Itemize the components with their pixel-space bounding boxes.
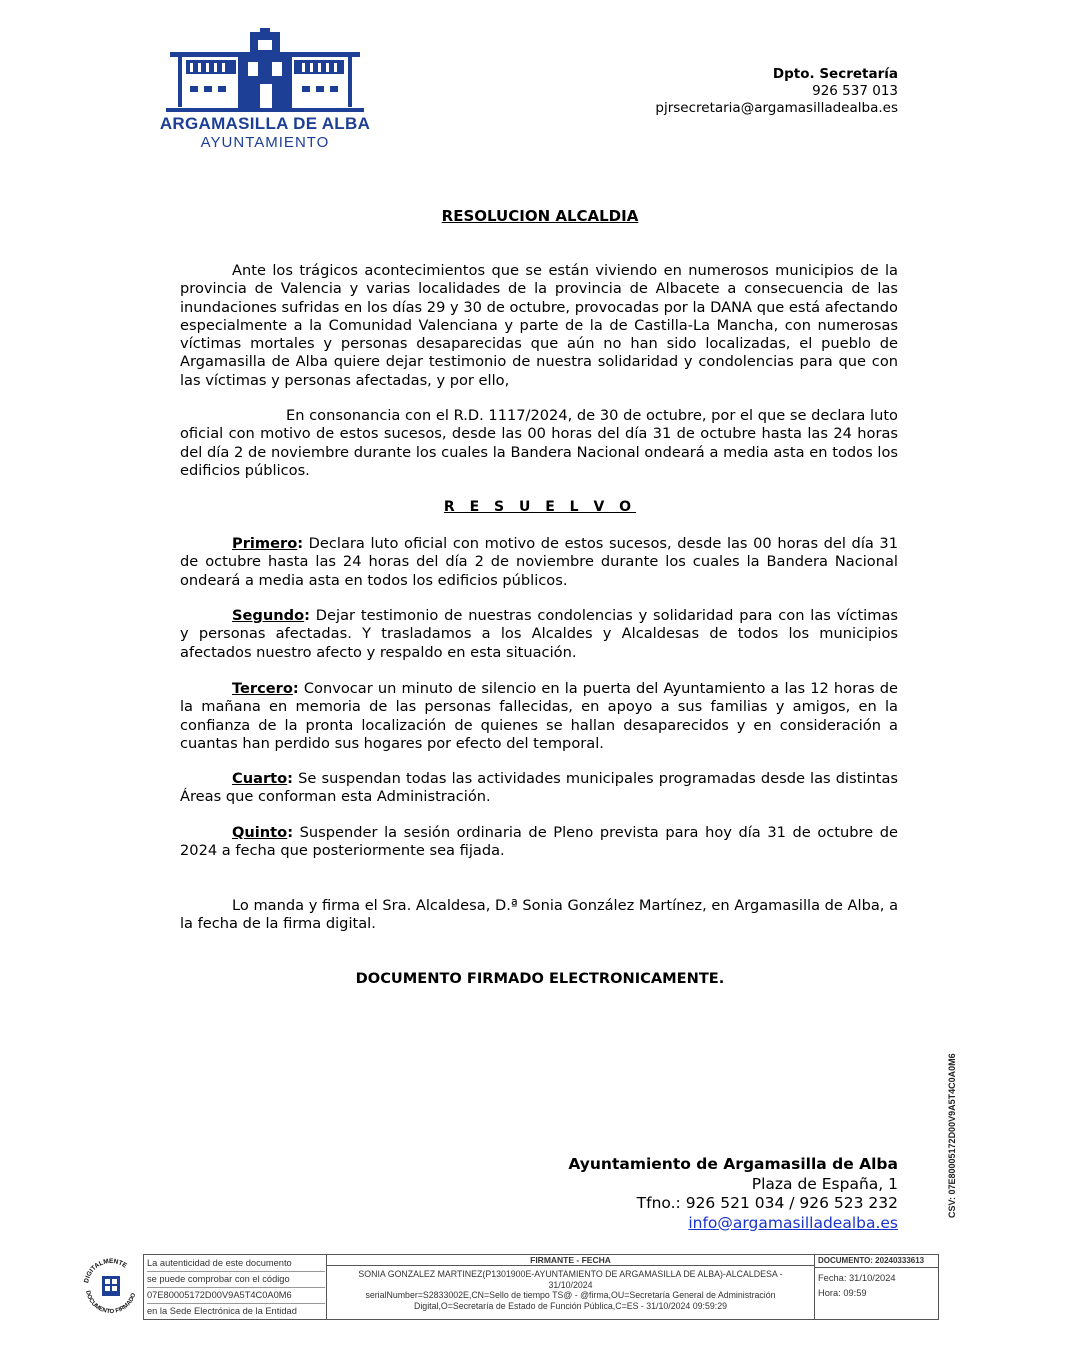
item-text: Dejar testimonio de nuestras condolencias y solidaridad para con las víctimas y personas afectadas. Y trasladamos a los Alcaldes y Alcaldesas de todos los municipios afectados nuestro afecto y respaldo en esta situación. xyxy=(180,607,898,661)
auth-line: La autenticidad de este documento xyxy=(147,1255,325,1272)
document-title: RESOLUCION ALCALDIA xyxy=(441,207,639,225)
item-text: Convocar un minuto de silencio en la puerta del Ayuntamiento a las 12 horas de la mañana en memoria de las personas fallecidas, en apoyo a sus familias y amigos, en la confianza de la pronta localización de quienes se hallan desaparecidos y en consideración a cuantas han perdido sus hogares por efecto del temporal. xyxy=(180,680,898,752)
item-text: Suspender la sesión ordinaria de Pleno prevista para hoy día 31 de octubre de 2024 a fecha que posteriormente sea fijada. xyxy=(180,824,898,860)
resolution-item: Primero: Declara luto oficial con motivo de estos sucesos, desde las 00 horas del día 31 de octubre hasta las 24 horas del día 2 de noviembre durante los cuales la Bandera Nacional ondeará a media asta en todos los edificios públicos. xyxy=(180,535,898,589)
item-text: Declara luto oficial con motivo de estos sucesos, desde las 00 horas del día 31 de octubre hasta las 24 horas del día 2 de noviembre durante los cuales la Bandera Nacional ondeará a media asta en todos los edificios públicos. xyxy=(180,535,898,589)
authenticity-column xyxy=(144,1255,327,1319)
auth-line: en la Sede Electrónica de la Entidad xyxy=(147,1306,297,1316)
department-email: pjrsecretaria@argamasilladealba.es xyxy=(655,100,898,116)
footer-phones: Tfno.: 926 521 034 / 926 523 232 xyxy=(636,1194,898,1212)
document-number: DOCUMENTO: 20240333613 xyxy=(815,1255,938,1268)
intro-paragraph: Ante los trágicos acontecimientos que se están viviendo en numerosos municipios de la provincia de Valencia y varias localidades de la provincia de Albacete a consecuencia de las inundaciones sufridas en los días 29 y 30 de octubre, provocadas por la DANA que está afectando especialmente a la Comunidad Valenciana y parte de la de Castilla-La Mancha, con numerosas víctimas mortales y personas desaparecidas que aún no han sido localizadas, el pueblo de Argamasilla de Alba quiere dejar testimonio de nuestra solidaridad y condolencias para que con las víctimas y personas afectadas, y por ello, xyxy=(180,262,898,389)
footer-street: Plaza de España, 1 xyxy=(751,1174,898,1193)
signature-box xyxy=(143,1254,939,1320)
svg-text:DIGITALMENTE: DIGITALMENTE xyxy=(83,1257,129,1284)
document-info-column xyxy=(815,1255,938,1319)
item-label: Cuarto xyxy=(232,770,288,787)
org-name: ARGAMASILLA DE ALBA xyxy=(159,114,371,133)
csv-vertical-code: CSV: 07E80005172D00V9A5T4C0A0M6 xyxy=(947,1053,957,1218)
firmante-line: 31/10/2024 xyxy=(548,1279,593,1290)
footer-address xyxy=(568,1155,898,1233)
resolution-item: Segundo: Dejar testimonio de nuestras condolencias y solidaridad para con las víctimas y personas afectadas. Y trasladamos a los Alcaldes y Alcaldesas de todos los municipios afectados nuestro afecto y respaldo en esta situación. xyxy=(180,607,898,661)
auth-code: 07E80005172D00V9A5T4C0A0M6 xyxy=(147,1287,325,1304)
item-label: Primero xyxy=(232,535,298,552)
resolution-item: Quinto: Suspender la sesión ordinaria de Pleno prevista para hoy día 31 de octubre de 2024 a fecha que posteriormente sea fijada. xyxy=(180,824,898,860)
document-date: Fecha: 31/10/2024 xyxy=(818,1273,896,1283)
resolution-item: Cuarto: Se suspendan todas las actividades municipales programadas desde las distintas Áreas que conforman esta Administración. xyxy=(180,770,898,806)
document-time: Hora: 09:59 xyxy=(818,1288,867,1298)
item-label: Quinto xyxy=(232,824,288,841)
firmante-line: SONIA GONZALEZ MARTINEZ(P1301900E-AYUNTAMIENTO DE ARGAMASILLA DE ALBA)-ALCALDESA - xyxy=(358,1269,783,1279)
signed-electronically-notice: DOCUMENTO FIRMADO ELECTRONICAMENTE. xyxy=(355,970,725,987)
closing-paragraph: Lo manda y firma el Sra. Alcaldesa, D.ª Sonia González Martínez, en Argamasilla de Alba, a la fecha de la firma digital. xyxy=(180,897,899,933)
department-contact xyxy=(655,66,898,117)
firmante-line: Digital,O=Secretaría de Estado de Función Pública,C=ES - 31/10/2024 09:59:29 xyxy=(414,1300,727,1311)
consonancia-paragraph: En consonancia con el R.D. 1117/2024, de 30 de octubre, por el que se declara luto oficial con motivo de estos sucesos, desde las 00 horas del día 31 de octubre hasta las 24 horas del día 2 de noviembre durante los cuales la Bandera Nacional ondeará a media asta en todos los edificios públicos. xyxy=(180,407,898,479)
firmante-line: serialNumber=S2833002E,CN=Sello de tiempo TS@ - @firma,OU=Secretaría General de Administración xyxy=(365,1290,776,1300)
resuelvo-heading: R E S U E L V O xyxy=(443,499,637,515)
svg-text:DOCUMENTO FIRMADO: DOCUMENTO FIRMADO xyxy=(84,1290,138,1316)
department-name: Dpto. Secretaría xyxy=(772,66,898,82)
org-subtitle: AYUNTAMIENTO xyxy=(200,134,330,151)
footer-org-name: Ayuntamiento de Argamasilla de Alba xyxy=(568,1155,898,1173)
department-phone: 926 537 013 xyxy=(812,83,898,99)
auth-line: se puede comprobar con el código xyxy=(147,1271,325,1288)
item-text: Se suspendan todas las actividades municipales programadas desde las distintas Áreas que conforman esta Administración. xyxy=(180,770,898,806)
item-label: Tercero xyxy=(232,680,293,697)
digital-signature-stamp-icon xyxy=(80,1252,142,1318)
footer-email-link[interactable]: info@argamasilladealba.es xyxy=(688,1213,898,1232)
item-label: Segundo xyxy=(232,607,305,624)
firmante-column xyxy=(327,1255,815,1319)
firmante-header: FIRMANTE - FECHA xyxy=(327,1255,814,1266)
resolution-item: Tercero: Convocar un minuto de silencio en la puerta del Ayuntamiento a las 12 horas de la mañana en memoria de las personas fallecidas, en apoyo a sus familias y amigos, en la confianza de la pronta localización de quienes se hallan desaparecidos y en consideración a cuantas han perdido sus hogares por efecto del temporal. xyxy=(180,680,898,752)
